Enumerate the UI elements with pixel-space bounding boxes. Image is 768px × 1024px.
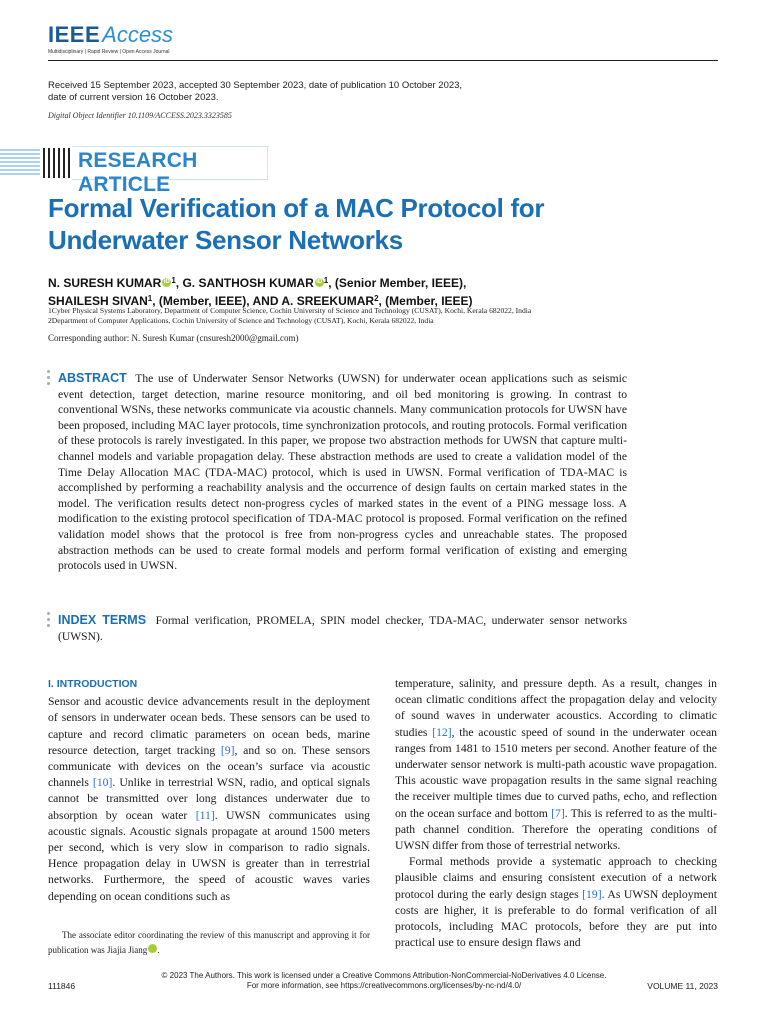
- editor-footnote: [48, 928, 370, 958]
- index-terms: [58, 613, 627, 644]
- author-membership: , (Member, IEEE): [378, 294, 473, 308]
- logo-tagline: Multidisciplinary | Rapid Review | Open Access Journal: [48, 49, 170, 55]
- publication-dates: [48, 80, 648, 104]
- footnote-text: The associate editor coordinating the review of this manuscript and approving it for publication was Jiajia Jiang: [48, 930, 370, 955]
- article-type-banner: [0, 146, 270, 196]
- author-membership: , (Senior Member, IEEE),: [328, 276, 467, 290]
- banner-stripes-icon: [0, 146, 70, 180]
- author-name: N. SURESH KUMAR: [48, 276, 162, 290]
- affiliations: [48, 306, 728, 326]
- doi: Digital Object Identifier 10.1109/ACCESS.2023.3323585: [48, 111, 232, 120]
- text-run: . As UWSN deployment costs are higher, it is preferable to do formal verification of all protocols, including MAC protocols, before they are put into practical use to ensure design flaws and: [395, 887, 717, 950]
- text-run: temperature, salinity, and pressure depth. As a result, changes in ocean climatic conditions affect the propagation delay and velocity of sound waves in underwater acoustics. According to climatic studies: [395, 677, 717, 739]
- license-line-2: For more information, see https://creativecommons.org/licenses/by-nc-nd/4.0/: [246, 981, 522, 990]
- header-divider: [48, 60, 718, 61]
- logo-access: Access: [102, 22, 174, 47]
- abstract: [58, 371, 627, 574]
- paragraph: [48, 694, 370, 905]
- journal-logo: [48, 22, 173, 55]
- logo-ieee: IEEE: [48, 22, 101, 47]
- dates-line-2: date of current version 16 October 2023.: [48, 92, 219, 103]
- citation-link[interactable]: [11]: [195, 808, 215, 822]
- page-number: 111846: [48, 981, 76, 991]
- paragraph: [395, 854, 717, 951]
- dates-line-1: Received 15 September 2023, accepted 30 September 2023, date of publication 10 October 2023,: [48, 80, 463, 91]
- index-terms-dots-icon: [47, 612, 51, 632]
- author-name: , G. SANTHOSH KUMAR: [175, 276, 314, 290]
- index-terms-heading: INDEX TERMS: [58, 613, 147, 627]
- author-affil-sup: 2: [374, 294, 379, 303]
- section-heading: I. INTRODUCTION: [48, 678, 138, 690]
- text-run: . UWSN communicates using acoustic signals. Acoustic signals propagate at around 1500 meters per second, which is very slow in comparison to radio signals. Hence propagation delay in UWSN is greater than in terrestrial networks. Furthermore, the speed of acoustic waves varies depending on ocean conditions such as: [48, 808, 371, 903]
- text-run: Sensor and acoustic device advancements result in the deployment of sensors in underwater ocean beds. These sensors can be used to capture and record climatic parameters on ocean beds, marine resource detection, target tracking: [48, 695, 370, 757]
- orcid-icon[interactable]: iD: [148, 944, 157, 953]
- footnote-end: .: [157, 945, 160, 955]
- author-name: , (Member, IEEE), AND A. SREEKUMAR: [152, 294, 375, 308]
- index-terms-text: Formal verification, PROMELA, SPIN model checker, TDA-MAC, underwater sensor networks (UWSN).: [58, 614, 627, 643]
- affiliation-2: 2Department of Computer Applications, Cochin University of Science and Technology (CUSAT), Kochi, Kerala 682022, India: [48, 316, 434, 325]
- text-run: . Unlike in terrestrial WSN, radio, and optical signals cannot be transmitted over long distances underwater due to absorption by ocean water: [48, 776, 370, 822]
- paper-title: Formal Verification of a MAC Protocol for Underwater Sensor Networks: [48, 193, 545, 255]
- body-column-right: [395, 676, 717, 951]
- author-name: SHAILESH SIVAN: [48, 294, 148, 308]
- abstract-heading: ABSTRACT: [58, 371, 127, 385]
- abstract-text: The use of Underwater Sensor Networks (UWSN) for underwater ocean applications such as seismic event detection, target detection, marine resource monitoring, and oil bed monitoring is growing. In contrast to conventional WSNs, these networks communicate via acoustic channels. Many communication protocols for UWSN have been proposed, including MAC layer protocols, time synchronization protocols, and routing protocols. Formal verification of these protocols is rarely investigated. In this paper, we propose two abstraction methods for UWSN that capture multi-channel models and variable propagation delay. These abstraction methods are used to create a validation model of the Time Delay Allocation MAC (TDA-MAC) protocol, which is used in UWSN. Formal verification of TDA-MAC is accomplished by performing a reachability analysis and the occurrence of design faults on certain marked states in the model. The verification results detect non-progress cycles of marked states in the event of a PING message loss. A modification to the existing protocol specification of TDA-MAC protocol is proposed. Formal verification on the refined validation model shows that the protocol is free from non-progress cycles and unreachable states. The proposed abstraction methods can be used to create formal models and perform formal verification of existing and emerging protocols used in UWSN.: [58, 372, 627, 573]
- volume-info: VOLUME 11, 2023: [647, 981, 718, 991]
- text-run: , and so on. These sensors communicate with devices on the ocean’s surface via acoustic channels: [48, 743, 371, 790]
- author-affil-sup: 1: [323, 276, 329, 285]
- body-column-left: [48, 676, 370, 905]
- abstract-dots-icon: [47, 370, 51, 390]
- orcid-icon[interactable]: iD: [316, 279, 323, 285]
- author-affil-sup: 1: [147, 294, 153, 303]
- citation-link[interactable]: [9]: [220, 743, 235, 757]
- citation-link[interactable]: [12]: [432, 725, 452, 739]
- article-type-label: RESEARCH ARTICLE: [78, 149, 198, 196]
- author-affil-sup: 1: [171, 276, 176, 285]
- text-run: . This is referred to as the multi-path channel condition. Therefore the operating conditions of UWSN differ from those of terrestrial networks.: [395, 806, 717, 853]
- author-line-1: [48, 273, 728, 291]
- text-run: Formal methods provide a systematic approach to checking plausible claims and ensuring consistent execution of a network protocol during the early design stages: [395, 855, 717, 901]
- affiliation-1: 1Cyber Physical Systems Laboratory, Department of Computer Science, Cochin University of Science and Technology (CUSAT), Kochi, Kerala 682022, India: [48, 306, 532, 315]
- citation-link[interactable]: [19]: [582, 887, 602, 901]
- orcid-icon[interactable]: iD: [163, 279, 170, 285]
- corresponding-author: Corresponding author: N. Suresh Kumar (cnsuresh2000@gmail.com): [48, 333, 299, 343]
- author-list: [48, 273, 728, 309]
- citation-link[interactable]: [10]: [92, 776, 113, 790]
- license-line-1: © 2023 The Authors. This work is licensed under a Creative Commons Attribution-NonCommercial-NoDerivatives 4.0 License.: [161, 971, 607, 980]
- text-run: , the acoustic speed of sound in the underwater ocean ranges from 1481 to 1510 meters per second. Another feature of the underwater sensor network is multi-path acoustic wave propagation. This acoustic wave propagation results in the same signal reaching the receiver multiple times due to curved paths, echo, and reflection on the ocean surface and bottom: [395, 725, 718, 820]
- citation-link[interactable]: [7]: [551, 806, 565, 820]
- paragraph: [395, 676, 717, 854]
